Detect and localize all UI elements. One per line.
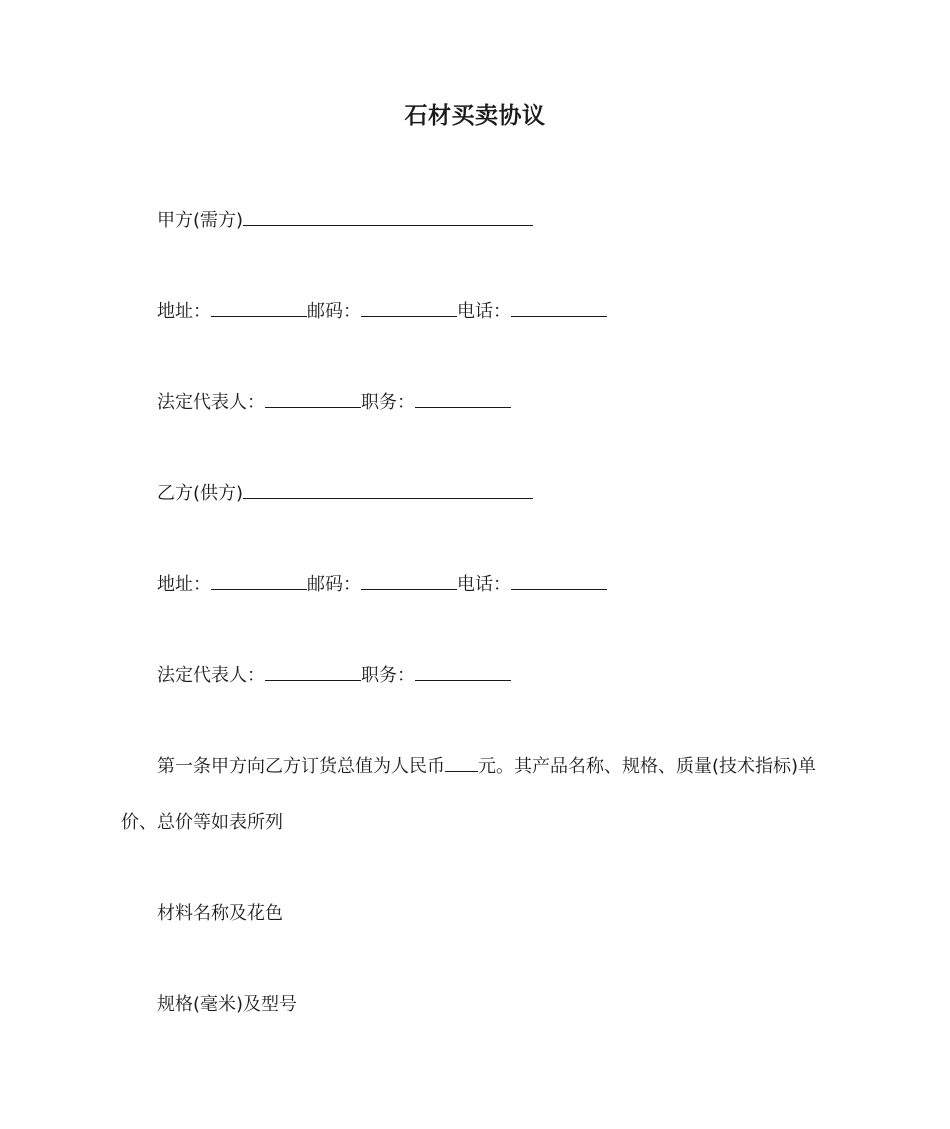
party-a-name-blank (243, 207, 533, 226)
party-a-rep-blank (265, 389, 361, 408)
party-b-contact-line (157, 571, 607, 598)
party-a-rep-label: 法定代表人： (157, 392, 265, 413)
spec-heading (157, 992, 297, 1018)
party-b-position-label: 职务： (361, 665, 415, 686)
party-a-phone-label: 电话： (457, 301, 511, 322)
document-title: 石材买卖协议 (404, 103, 546, 129)
material-name-heading (157, 901, 283, 927)
party-b-postcode-blank (361, 571, 457, 590)
party-a-address-blank (211, 298, 307, 317)
party-a-position-blank (415, 389, 511, 408)
total-amount-blank (445, 753, 478, 772)
spec-label: 规格(毫米)及型号 (157, 994, 298, 1015)
party-b-rep-line (157, 662, 511, 689)
article-1-line-1 (157, 753, 816, 780)
party-b-address-label: 地址： (157, 574, 211, 595)
party-a-line (157, 207, 533, 234)
material-name-label: 材料名称及花色 (157, 903, 283, 924)
party-b-postcode-label: 邮码： (307, 574, 361, 595)
party-b-rep-label: 法定代表人： (157, 665, 265, 686)
party-b-label: 乙方(供方) (157, 483, 244, 504)
party-b-phone-label: 电话： (457, 574, 511, 595)
party-b-name-blank (243, 480, 533, 499)
party-a-postcode-label: 邮码： (307, 301, 361, 322)
party-a-position-label: 职务： (361, 392, 415, 413)
article-1-text-a: 第一条甲方向乙方订货总值为人民币 (157, 756, 445, 777)
party-b-line (157, 480, 533, 507)
party-a-rep-line (157, 389, 511, 416)
party-b-phone-blank (511, 571, 607, 590)
party-b-rep-blank (265, 662, 361, 681)
article-1-text-b: 元。其产品名称、规格、质量(技术指标)单 (478, 756, 817, 777)
article-1-text-c: 价、总价等如表所列 (121, 812, 283, 833)
party-a-contact-line (157, 298, 607, 325)
party-b-address-blank (211, 571, 307, 590)
party-a-address-label: 地址： (157, 301, 211, 322)
party-a-postcode-blank (361, 298, 457, 317)
party-a-phone-blank (511, 298, 607, 317)
article-1-line-2 (121, 810, 283, 836)
party-b-position-blank (415, 662, 511, 681)
party-a-label: 甲方(需方) (157, 210, 244, 231)
